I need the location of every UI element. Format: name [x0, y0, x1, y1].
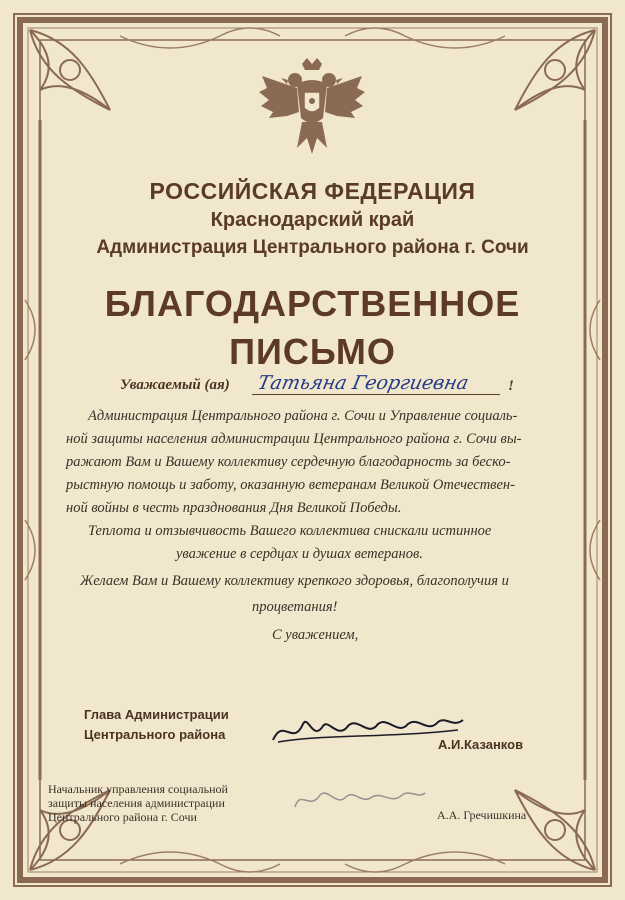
- signatory-2-name: А.А. Гречишкина: [437, 808, 527, 822]
- body-line: процветания!: [252, 599, 338, 615]
- signatory-2-title: [48, 782, 228, 824]
- document-title-line-1: БЛАГОДАРСТВЕННОЕ: [104, 283, 521, 324]
- signatory-1-name: А.И.Казанков: [438, 737, 524, 752]
- closing-line: С уважением,: [272, 627, 359, 643]
- body-line: ражают Вам и Вашему коллективу сердечную благодарность за беско-: [66, 454, 511, 470]
- body-line: Желаем Вам и Вашему коллективу крепкого здоровья, благополучия и: [80, 573, 509, 589]
- signatory-2-title-line-3: Центрального района г. Сочи: [48, 810, 197, 824]
- body-line: уважение в сердцах и душах ветеранов.: [176, 546, 423, 562]
- signatory-1-title-line-2: Центрального района: [84, 727, 226, 742]
- signatory-1-title: [84, 705, 229, 745]
- signatory-1-title-line-1: Глава Администрации: [84, 707, 229, 722]
- document-title-line-2: ПИСЬМО: [229, 331, 396, 372]
- header-line-1: РОССИЙСКАЯ ФЕДЕРАЦИЯ: [149, 178, 476, 204]
- body-line: Администрация Центрального района г. Сочи и Управление социаль-: [88, 408, 518, 424]
- coat-of-arms-emblem: [257, 58, 367, 158]
- signatory-2-title-line-1: Начальник управления социальной: [48, 782, 228, 796]
- body-line: рыстную помощь и заботу, оказанную ветеранам Великой Отечествен-: [66, 477, 515, 493]
- header-line-3: Администрация Центрального района г. Сочи: [96, 237, 529, 258]
- handwritten-signature-2: [290, 785, 430, 815]
- body-line: ной защиты населения администрации Центрального района г. Сочи вы-: [66, 431, 522, 447]
- name-underline: [252, 394, 500, 395]
- body-line: ной войны в честь празднования Дня Великой Победы.: [66, 500, 402, 516]
- header-line-2: Краснодарский край: [210, 209, 415, 231]
- signatory-2-title-line-2: защиты населения администрации: [48, 796, 225, 810]
- handwritten-recipient-name: Татьяна Георгиевна: [255, 372, 471, 394]
- body-line: Теплота и отзывчивость Вашего коллектива снискали истинное: [88, 523, 492, 539]
- greeting-exclamation: !: [508, 378, 514, 394]
- greeting-prefix: Уважаемый (ая): [120, 377, 230, 393]
